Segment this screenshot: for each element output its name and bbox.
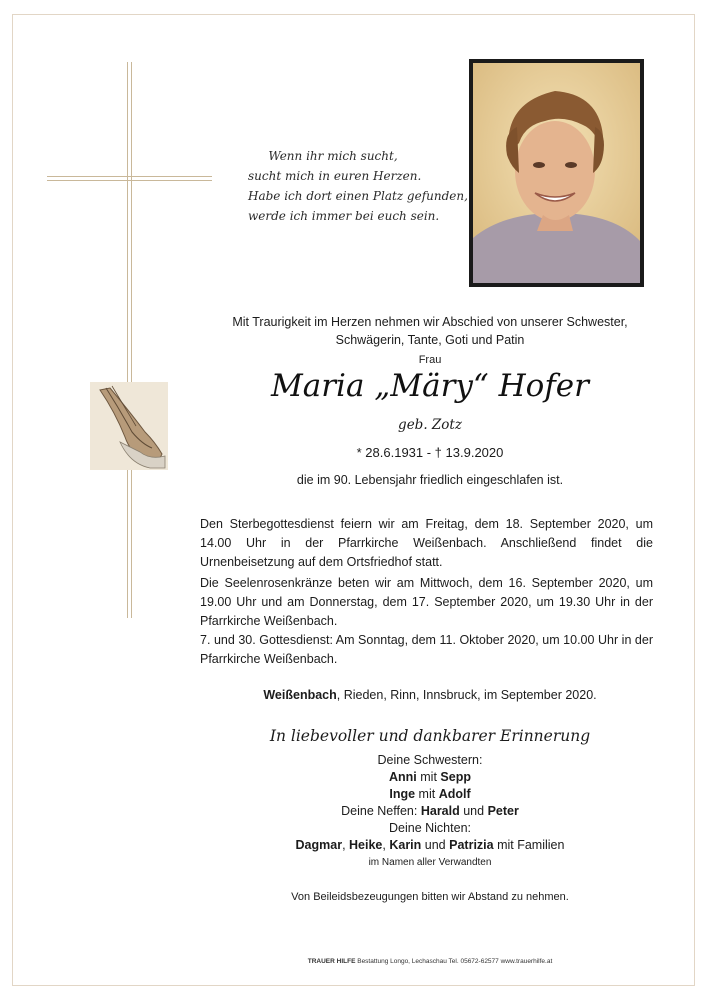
places-rest: , Rieden, Rinn, Innsbruck, im September 2020. xyxy=(336,688,597,702)
memory-heading: In liebevoller und dankbarer Erinnerung xyxy=(269,727,591,745)
nephews-line xyxy=(190,803,670,820)
passed-text: die im 90. Lebensjahr friedlich eingeschlafen ist. xyxy=(296,473,564,487)
funeral-service-paragraph: Den Sterbegottesdienst feiern wir am Freitag, dem 18. September 2020, um 14.00 Uhr in der Pfarrkirche Weißenbach. Anschließend findet die Urnenbeisetzung auf dem Ortsfriedhof statt. xyxy=(200,517,653,569)
salutation: Frau xyxy=(418,354,442,366)
poem xyxy=(248,146,468,226)
relatives-line: im Namen aller Verwandten xyxy=(368,857,492,868)
connector: mit xyxy=(418,787,436,801)
deceased-name: Maria „Märy“ Hofer xyxy=(271,368,589,404)
mourner-name: Peter xyxy=(487,804,519,818)
poem-line: Habe ich dort einen Platz gefunden, xyxy=(248,189,468,203)
footer-brand: TRAUER HILFE xyxy=(307,958,356,965)
condolence-note: Von Beileidsbezeugungen bitten wir Abstand zu nehmen. xyxy=(291,891,569,903)
mourner-name: Karin xyxy=(389,838,422,852)
families-text: mit Familien xyxy=(497,838,565,852)
intro-line: Mit Traurigkeit im Herzen nehmen wir Abschied von unserer Schwester, xyxy=(232,315,628,329)
memorial-mass-paragraph: 7. und 30. Gottesdienst: Am Sonntag, dem 11. Oktober 2020, um 10.00 Uhr in der Pfarrkirche Weißenbach. xyxy=(200,633,653,666)
nephews-label: Deine Neffen: xyxy=(341,804,418,818)
portrait-photo xyxy=(473,63,640,283)
cross-horizontal-beam xyxy=(47,176,212,181)
poem-line: sucht mich in euren Herzen. xyxy=(248,169,422,183)
nieces-label: Deine Nichten: xyxy=(389,821,471,835)
footer-text: Bestattung Longo, Lechaschau Tel. 05672-62577 www.trauerhilfe.at xyxy=(355,958,553,965)
birth-name: geb. Zotz xyxy=(398,417,462,433)
intro-line: Schwägerin, Tante, Goti und Patin xyxy=(335,333,525,347)
praying-hands-icon xyxy=(90,382,168,470)
place-highlight: Weißenbach xyxy=(263,688,337,702)
mourner-name: Harald xyxy=(420,804,460,818)
sister-line xyxy=(190,769,670,786)
mourner-name: Heike xyxy=(349,838,383,852)
mourner-name: Sepp xyxy=(440,770,471,784)
places-line xyxy=(190,688,670,702)
mourner-name: Anni xyxy=(389,770,417,784)
connector: und xyxy=(424,838,446,852)
poem-line: werde ich immer bei euch sein. xyxy=(248,209,440,223)
intro-text xyxy=(190,313,670,349)
cross-vertical-beam xyxy=(127,62,132,618)
rosary-paragraph: Die Seelenrosenkränze beten wir am Mittwoch, dem 16. September 2020, um 19.00 Uhr und am Donnerstag, dem 17. September 2020, um 19.30 Uhr in der Pfarrkirche Weißenbach. xyxy=(200,576,653,628)
footer xyxy=(190,958,670,965)
mourner-name: Patrizia xyxy=(449,838,494,852)
mourners-list xyxy=(190,752,670,871)
mourner-name: Adolf xyxy=(438,787,471,801)
sisters-label: Deine Schwestern: xyxy=(377,753,483,767)
connector: mit xyxy=(420,770,437,784)
nieces-line: Dagmar, Heike, Karin und Patrizia mit Familien xyxy=(295,838,565,852)
sister-line xyxy=(190,786,670,803)
poem-line: Wenn ihr mich sucht, xyxy=(268,149,398,163)
life-dates: * 28.6.1931 - † 13.9.2020 xyxy=(356,445,504,460)
connector: und xyxy=(463,804,485,818)
mourner-name: Inge xyxy=(389,787,416,801)
mourner-name: Dagmar xyxy=(295,838,343,852)
